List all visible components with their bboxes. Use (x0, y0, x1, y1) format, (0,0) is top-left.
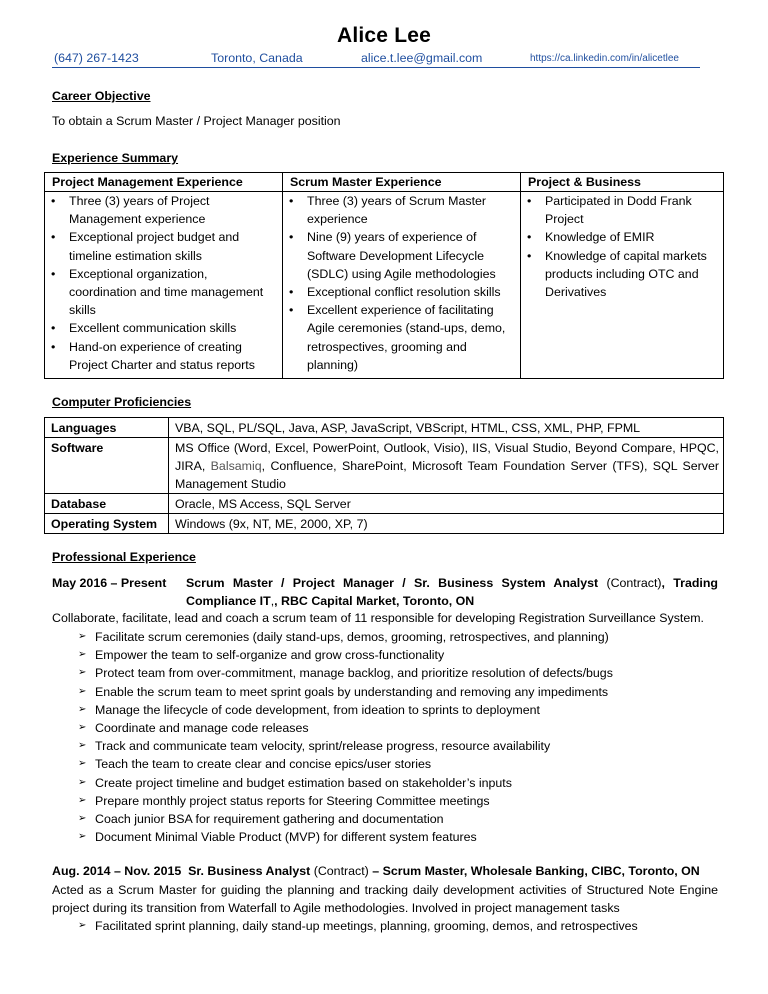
job2-dates: Aug. 2014 – Nov. 2015 (52, 864, 182, 878)
row-label: Languages (45, 418, 169, 438)
career-objective-heading: Career Objective (52, 89, 151, 103)
computer-proficiencies-heading: Computer Proficiencies (52, 395, 192, 409)
contact-linkedin-link[interactable]: https://ca.linkedin.com/in/alicetlee (530, 53, 679, 64)
contact-city: Toronto, Canada (211, 51, 303, 65)
list-item: • Three (3) years of Project Management experience (51, 192, 278, 228)
list-item: ➢ Coach junior BSA for requirement gathering and documentation (78, 810, 613, 828)
business-experience-cell (521, 192, 724, 379)
list-item: ➢ Enable the scrum team to meet sprint goals by understanding and removing any impediments (78, 683, 613, 701)
list-item: • Participated in Dodd Frank Project (527, 192, 719, 228)
job1-dates: May 2016 – Present (52, 576, 167, 590)
list-item: • Exceptional project budget and timeline estimation skills (51, 228, 278, 264)
list-item: ➢ Facilitate scrum ceremonies (daily stand-ups, demos, grooming, retrospectives, and planning) (78, 628, 613, 646)
job2-title: Sr. Business Analyst (Contract) – Scrum Master, Wholesale Banking, CIBC, Toronto, ON (188, 864, 700, 878)
job2-summary: Acted as a Scrum Master for guiding the planning and tracking daily development activities of Structured Note Engine project during its transition from Waterfall to Agile methodologies. Involved in project management tasks (52, 883, 718, 916)
row-value: Windows (9x, NT, ME, 2000, XP, 7) (169, 514, 724, 534)
list-item: ➢ Coordinate and manage code releases (78, 719, 613, 737)
row-value: Oracle, MS Access, SQL Server (169, 494, 724, 514)
list-item: ➢ Prepare monthly project status reports for Steering Committee meetings (78, 792, 613, 810)
career-objective-text: To obtain a Scrum Master / Project Manager position (52, 114, 341, 128)
list-item: ➢ Manage the lifecycle of code development, from ideation to sprints to deployment (78, 701, 613, 719)
contact-line (52, 51, 700, 68)
pm-experience-cell (45, 192, 283, 379)
list-item: • Excellent communication skills (51, 319, 278, 337)
list-item: • Excellent experience of facilitating Agile ceremonies (stand-ups, demo, retrospectives, grooming and planning) (289, 301, 516, 374)
job2-bullets (78, 917, 638, 935)
experience-summary-table (44, 172, 724, 379)
experience-summary-heading: Experience Summary (52, 151, 179, 165)
scrum-experience-cell (283, 192, 521, 379)
contact-email-link[interactable]: alice.t.lee@gmail.com (361, 51, 483, 65)
list-item: ➢ Protect team from over-commitment, manage backlog, and prioritize resolution of defects/bugs (78, 664, 613, 682)
list-item: • Hand-on experience of creating Project Charter and status reports (51, 338, 278, 374)
row-value: MS Office (Word, Excel, PowerPoint, Outlook, Visio), IIS, Visual Studio, Beyond Compare, HPQC, JIRA, Balsamiq, Confluence, SharePoint, Microsoft Team Foundation Server (TFS), SQL Server Management Studio (169, 438, 724, 494)
professional-experience-heading: Professional Experience (52, 550, 196, 564)
column-header: Project Management Experience (45, 173, 283, 192)
computer-proficiencies-table (44, 417, 724, 534)
contact-phone: (647) 267-1423 (54, 51, 139, 65)
job1-title: Scrum Master / Project Manager / Sr. Business System Analyst (Contract), Trading Compliance IT,, RBC Capital Market, Toronto, ON (186, 576, 718, 609)
column-header: Scrum Master Experience (283, 173, 521, 192)
list-item: ➢ Empower the team to self-organize and grow cross-functionality (78, 646, 613, 664)
list-item: ➢ Create project timeline and budget estimation based on stakeholder’s inputs (78, 774, 613, 792)
list-item: ➢ Track and communicate team velocity, sprint/release progress, resource availability (78, 737, 613, 755)
list-item: ➢ Document Minimal Viable Product (MVP) for different system features (78, 828, 613, 846)
list-item: • Nine (9) years of experience of Software Development Lifecycle (SDLC) using Agile methodologies (289, 228, 516, 283)
list-item: • Knowledge of capital markets products including OTC and Derivatives (527, 247, 719, 302)
list-item: • Knowledge of EMIR (527, 228, 719, 246)
list-item: • Exceptional conflict resolution skills (289, 283, 516, 301)
list-item: • Three (3) years of Scrum Master experience (289, 192, 516, 228)
list-item: ➢ Teach the team to create clear and concise epics/user stories (78, 755, 613, 773)
job2-header (52, 862, 718, 880)
row-label: Software (45, 438, 169, 494)
job1-summary: Collaborate, facilitate, lead and coach a scrum team of 11 responsible for developing Registration Surveillance System. (52, 611, 705, 625)
row-value: VBA, SQL, PL/SQL, Java, ASP, JavaScript, VBScript, HTML, CSS, XML, PHP, FPML (169, 418, 724, 438)
job1-bullets (78, 628, 613, 846)
list-item: • Exceptional organization, coordination and time management skills (51, 265, 278, 320)
row-label: Operating System (45, 514, 169, 534)
list-item: ➢ Facilitated sprint planning, daily stand-up meetings, planning, grooming, demos, and retrospectives (78, 917, 638, 935)
resume-name: Alice Lee (336, 24, 431, 47)
row-label: Database (45, 494, 169, 514)
column-header: Project & Business (521, 173, 724, 192)
